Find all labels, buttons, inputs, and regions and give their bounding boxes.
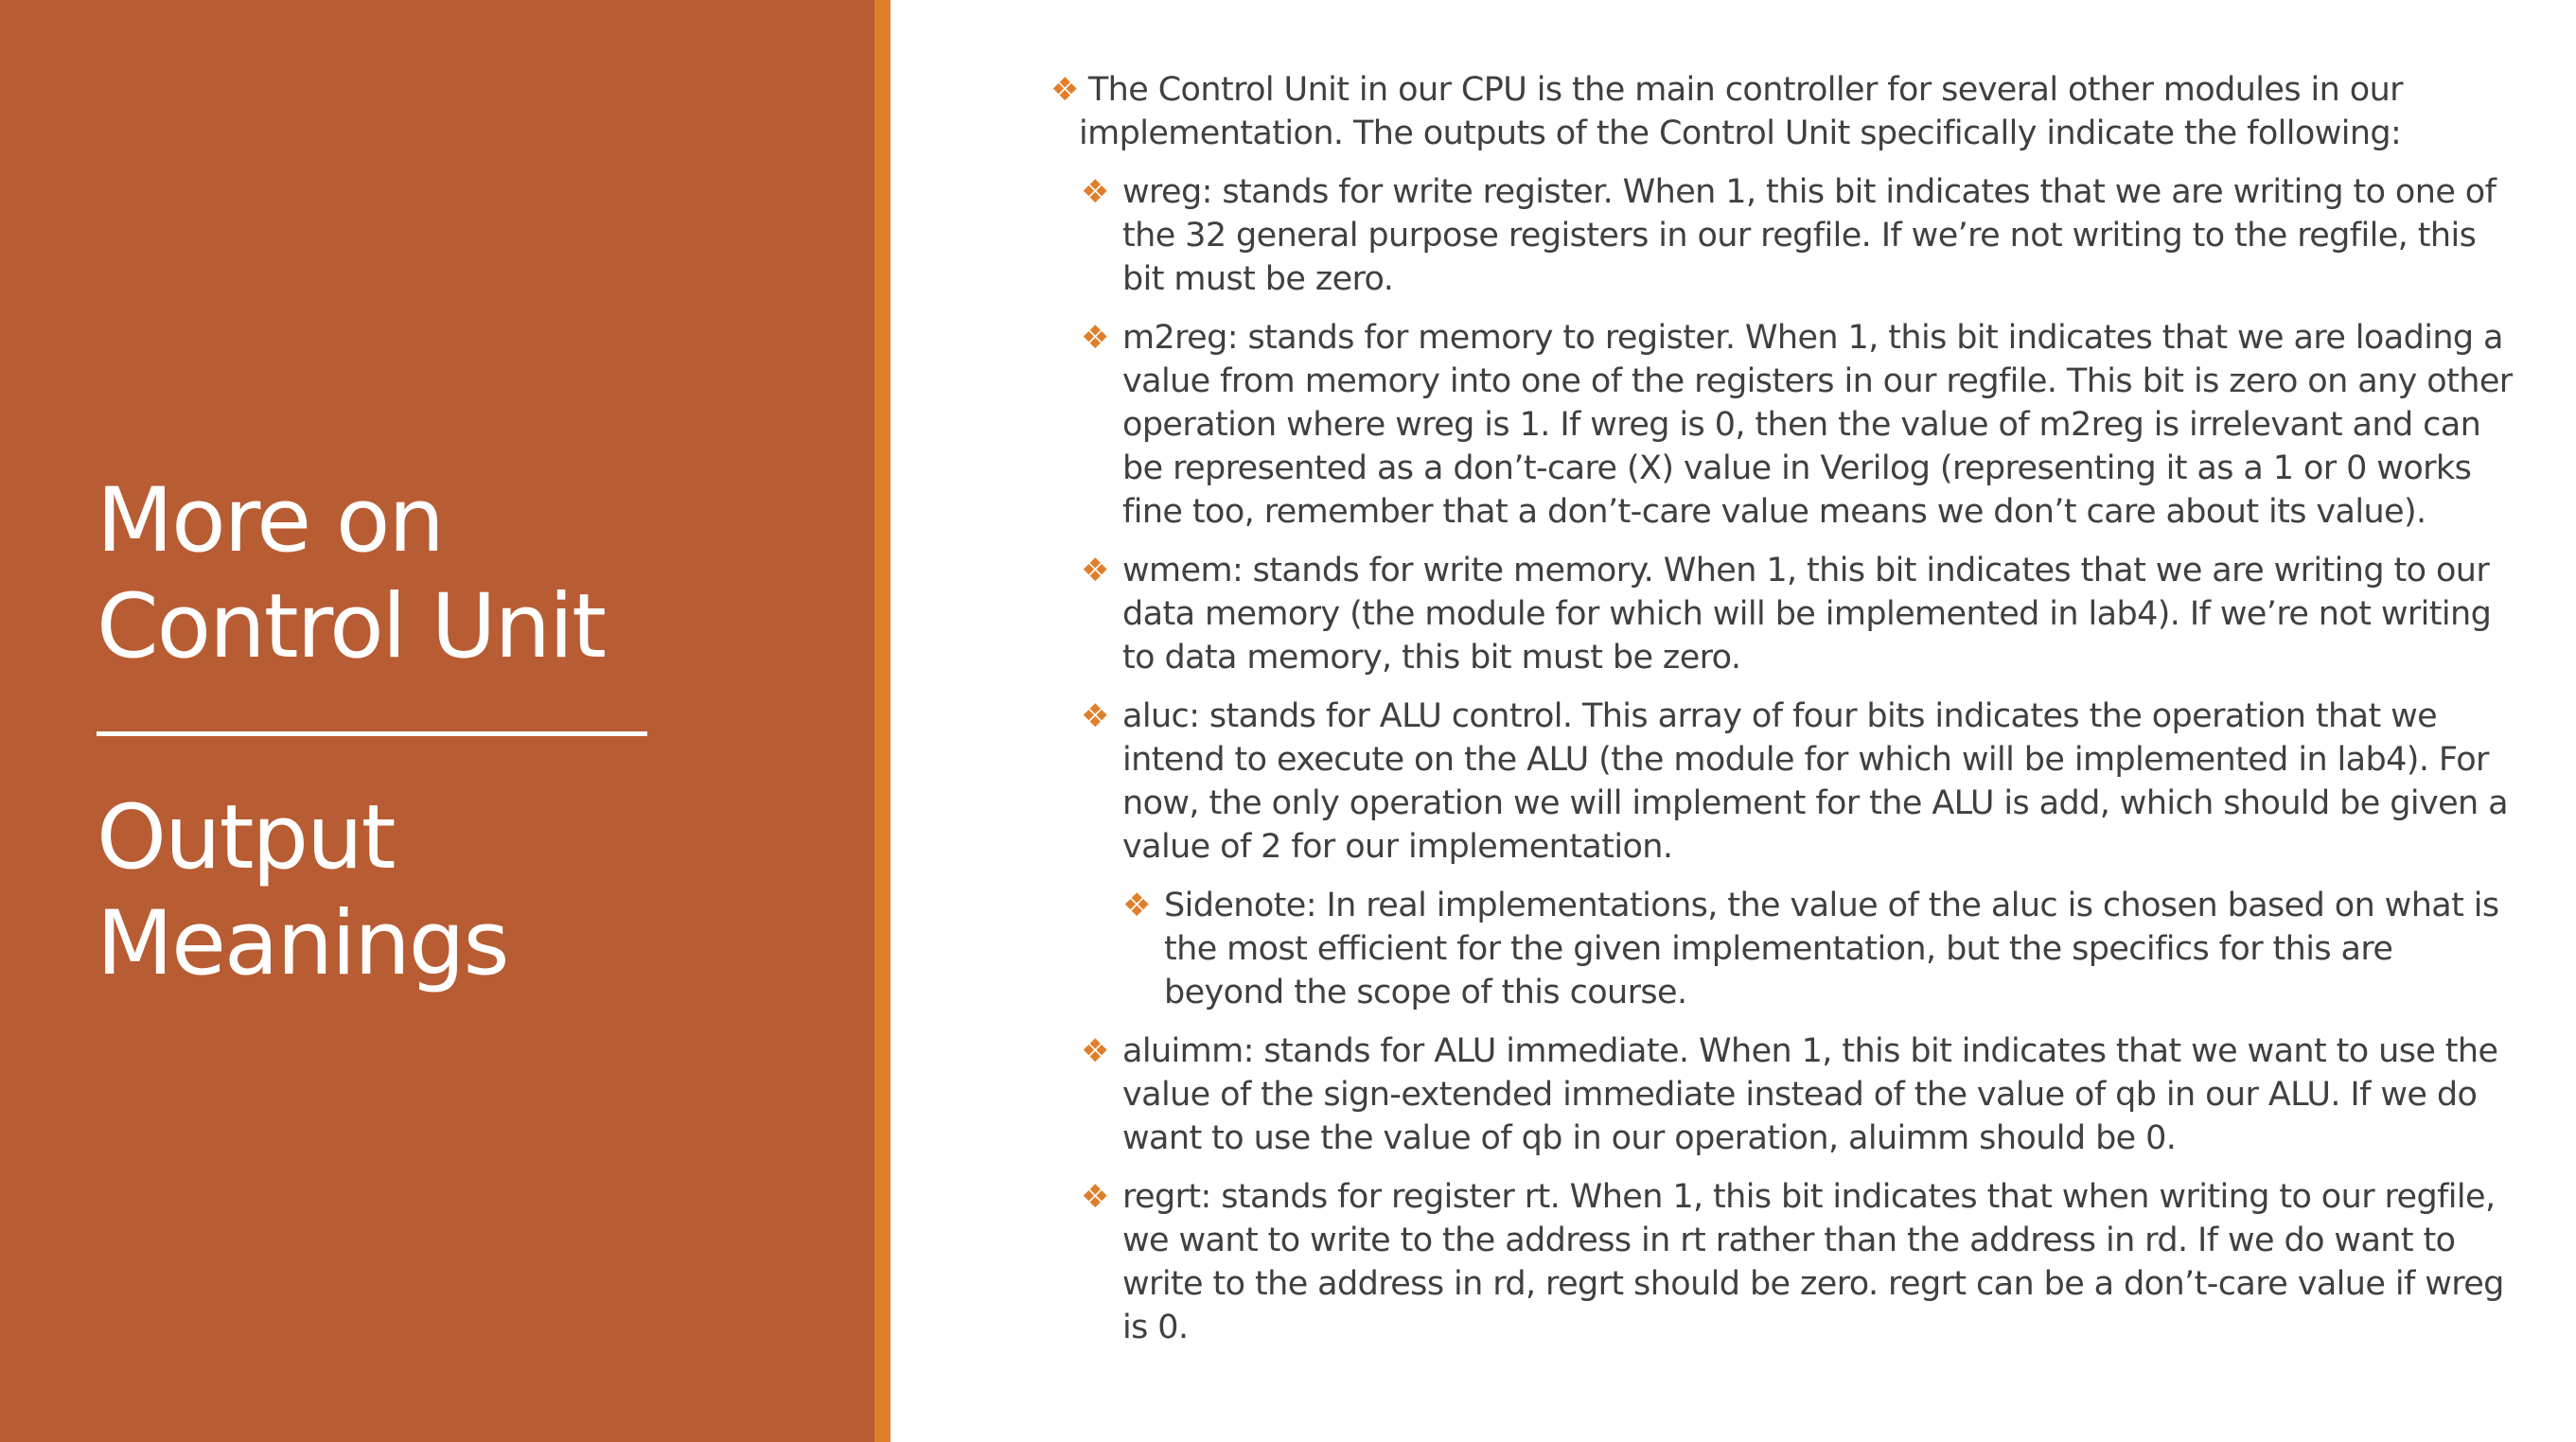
bullet-item	[1122, 884, 2514, 1014]
diamond-cluster-icon: ❖	[1081, 173, 1109, 211]
bullet-text: Sidenote: In real implementations, the value of the aluc is chosen based on what is the most efficient for the given implementation, but the specifics for this are beyond the scope of this course.	[1164, 887, 2499, 1011]
bullet-item	[1081, 170, 2514, 301]
bullet-text: aluimm: stands for ALU immediate. When 1, this bit indicates that we want to use the value of the sign-extended immediate instead of the value of qb in our ALU. If we do want to use the value of qb in our operation, aluimm should be 0.	[1122, 1032, 2498, 1157]
diamond-cluster-icon: ❖	[1081, 1178, 1109, 1216]
slide-subtitle-line: Output	[97, 786, 395, 889]
slide-subtitle-line: Meanings	[97, 892, 508, 995]
title-panel	[0, 0, 874, 1442]
bullet-text: regrt: stands for register rt. When 1, this bit indicates that when writing to our regfile, we want to write to the address in rt rather than the address in rd. If we do want to write to the address in rd, regrt should be zero. regrt can be a don’t-care value if wreg is 0.	[1122, 1178, 2504, 1346]
diamond-cluster-icon: ❖	[1081, 319, 1109, 357]
bullet-text: wmem: stands for write memory. When 1, this bit indicates that we are writing to our data memory (the module for which will be implemented in lab4). If we’re not writing to data memory, this bit must be zero.	[1122, 552, 2492, 677]
diamond-cluster-icon: ❖	[1081, 552, 1109, 589]
bullet-item	[1081, 549, 2514, 679]
slide-title-line: Control Unit	[97, 575, 606, 678]
bullet-text: The Control Unit in our CPU is the main controller for several other modules in our implementation. The outputs of the Control Unit specifically indicate the following:	[1079, 71, 2403, 152]
slide-subtitle	[97, 785, 507, 997]
slide-title	[97, 468, 605, 680]
accent-stripe	[874, 0, 891, 1442]
bullet-text: aluc: stands for ALU control. This array of four bits indicates the operation that we intend to execute on the ALU (the module for which will be implemented in lab4). For now, the only operation we will implement for the ALU is add, which should be given a value of 2 for our implementation.	[1122, 697, 2508, 866]
bullet-text: wreg: stands for write register. When 1, this bit indicates that we are writing to one of the 32 general purpose registers in our regfile. If we’re not writing to the regfile, this bit must be zero.	[1122, 173, 2497, 298]
bullet-text: m2reg: stands for memory to register. When 1, this bit indicates that we are loading a value from memory into one of the registers in our regfile. This bit is zero on any other operation where wreg is 1. If wreg is 0, then the value of m2reg is irrelevant and can be represented as a don’t-care (X) value in Verilog (representing it as a 1 or 0 works fine too, remember that a don’t-care value means we don’t care about its value).	[1122, 319, 2513, 531]
diamond-cluster-icon: ❖	[1081, 697, 1109, 735]
bullet-item	[1081, 1175, 2514, 1349]
bullet-item	[1081, 1029, 2514, 1160]
bullet-list	[1037, 68, 2514, 1364]
diamond-cluster-icon: ❖	[1122, 887, 1151, 924]
diamond-cluster-icon: ❖	[1081, 1032, 1109, 1070]
slide-title-line: More on	[97, 469, 443, 572]
title-divider	[97, 731, 647, 736]
bullet-item	[1081, 316, 2514, 534]
bullet-item	[1050, 68, 2514, 155]
diamond-cluster-icon: ❖	[1050, 71, 1079, 109]
bullet-item	[1081, 695, 2514, 869]
